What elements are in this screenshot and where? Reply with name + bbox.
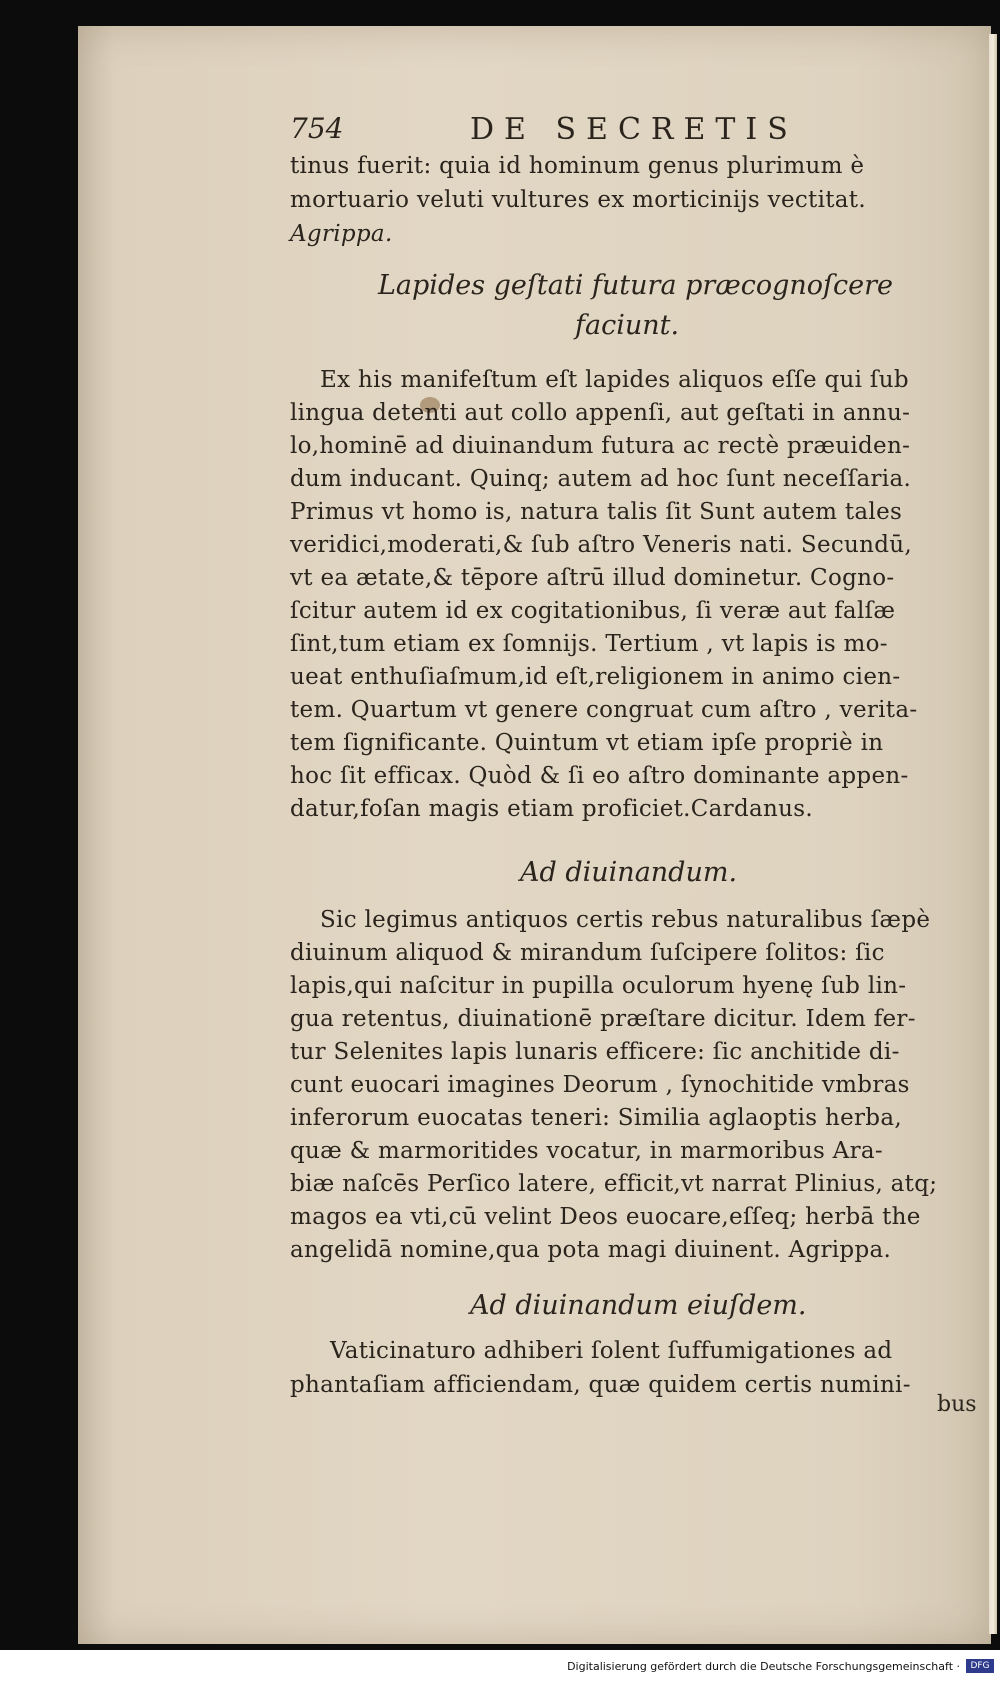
section-heading-continued: faciunt. [575,310,680,341]
text-line: ſint,tum etiam ex ſomnijs. Tertium , vt lapis is mo- [290,631,888,657]
text-line: lapis,qui naſcitur in pupilla oculorum hyenę ſub lin- [290,973,907,999]
dfg-logo: DFG [966,1659,994,1673]
text-line: magos ea vti,cū velint Deos euocare,eſſeq; herbā the [290,1204,921,1230]
text-block-2 [290,364,980,834]
section-heading: Ad diuinandum. [520,857,738,888]
text-line: tur Selenites lapis lunaris efficere: ſic anchitide di- [290,1039,900,1065]
text-line: hoc ſit efficax. Quòd & ſi eo aſtro dominante appen- [290,763,909,789]
text-line: dum inducant. Quinq; autem ad hoc ſunt neceſſaria. [290,466,912,492]
text-line: tem ſignificante. Quintum vt etiam ipſe propriè in [290,730,884,756]
text-line: Ex his manifeſtum eſt lapides aliquos eſſe qui ſub [320,367,909,393]
text-block-1 [290,150,980,260]
text-block-3 [290,904,980,1274]
text-line: diuinum aliquod & mirandum ſuſcipere ſolitos: ſic [290,940,885,966]
funding-note: Digitalisierung gefördert durch die Deutsche Forschungsgemeinschaft · [567,1660,960,1673]
text-line: lo,hominē ad diuinandum futura ac rectè præuiden- [290,433,911,459]
text-line: biæ naſcēs Perſico latere, efficit,vt narrat Plinius, atq; [290,1171,938,1197]
text-line: Vaticinaturo adhiberi ſolent ſuffumigationes ad [330,1338,893,1364]
text-line: tem. Quartum vt genere congruat cum aſtro , verita- [290,697,918,723]
section-heading: Ad diuinandum eiuſdem. [470,1290,807,1321]
text-line: ueat enthuſiaſmum,id eſt,religionem in animo cien- [290,664,901,690]
text-line: inferorum euocatas teneri: Similia aglaoptis herba, [290,1105,902,1131]
text-line: quæ & marmoritides vocatur, in marmoribus Ara- [290,1138,883,1164]
page-edge [989,34,997,1634]
text-line: Sic legimus antiquos certis rebus naturalibus ſæpè [320,907,931,933]
footer-bar [0,1650,1000,1687]
text-line: tinus fuerit: quia id hominum genus plurimum è [290,153,865,179]
text-line: gua retentus, diuinationē præſtare dicitur. Idem fer- [290,1006,916,1032]
section-heading: Lapides geſtati futura præcognoſcere [378,270,893,301]
text-line: ſcitur autem id ex cogitationibus, ſi veræ aut falſæ [290,598,896,624]
text-line: Agrippa. [290,221,393,247]
page-number: 754 [290,112,344,145]
text-line: vt ea ætate,& tēpore aſtrū illud dominetur. Cogno- [290,565,895,591]
catchword: bus [937,1392,977,1417]
page-header [290,112,980,148]
text-line: angelidā nomine,qua pota magi diuinent. Agrippa. [290,1237,892,1263]
text-line: Primus vt homo is, natura talis ſit Sunt autem tales [290,499,903,525]
text-line: lingua detenti aut collo appenſi, aut geſtati in annu- [290,400,911,426]
text-block-4 [290,1335,980,1405]
running-title: DE SECRETIS [470,112,798,147]
text-line: cunt euocari imagines Deorum , ſynochitide vmbras [290,1072,910,1098]
text-line: phantaſiam afficiendam, quæ quidem certis numini- [290,1372,911,1398]
text-line: veridici,moderati,& ſub aſtro Veneris nati. Secundū, [290,532,913,558]
text-line: datur,foſan magis etiam proficiet.Cardanus. [290,796,813,822]
text-line: mortuario veluti vultures ex morticinijs vectitat. [290,187,866,213]
